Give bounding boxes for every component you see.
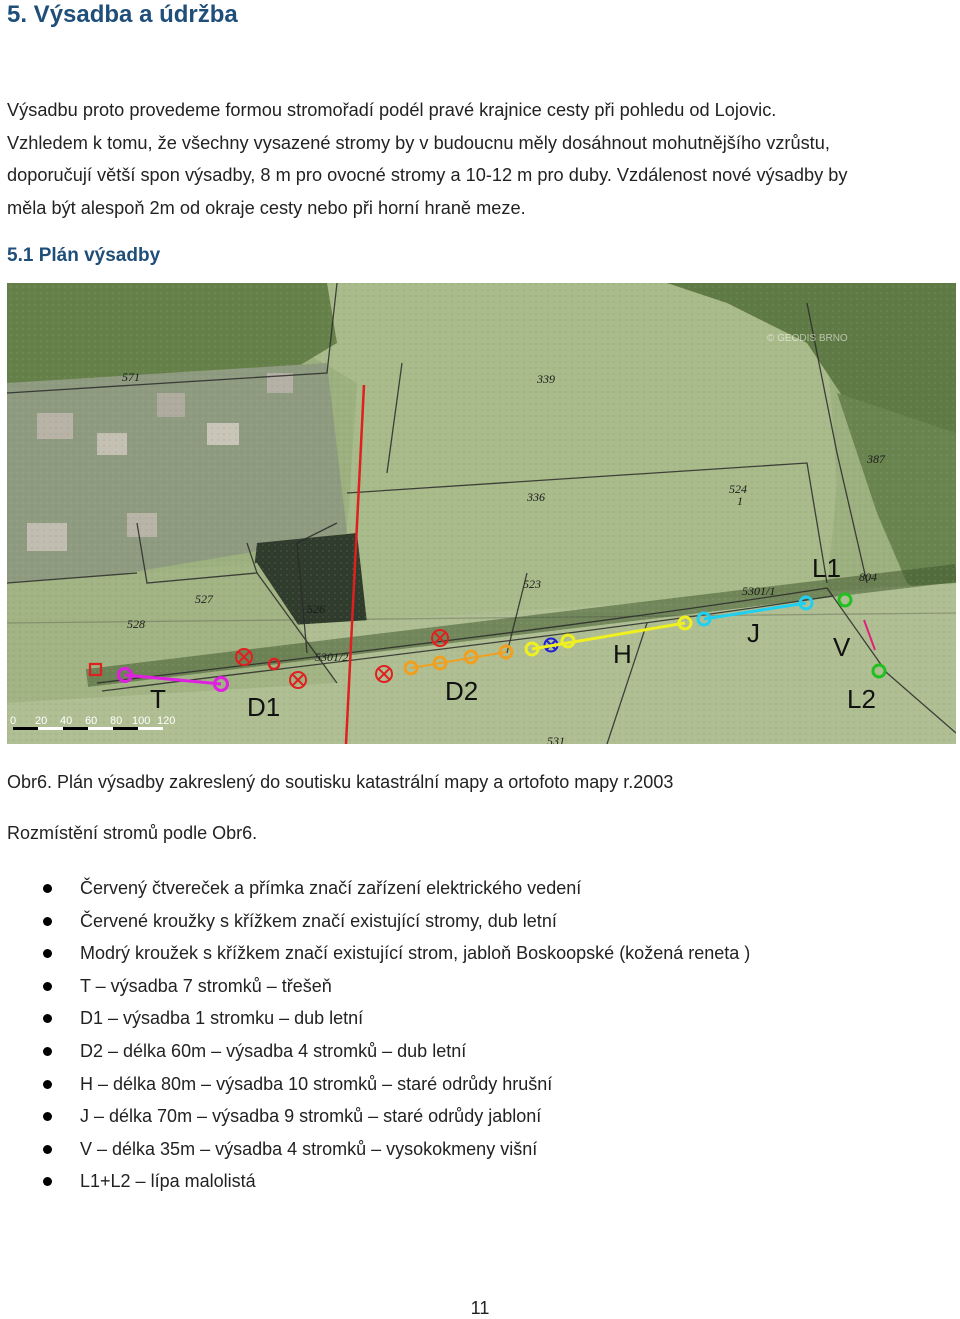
bullet-icon <box>43 1145 52 1154</box>
figure-caption: Obr6. Plán výsadby zakreslený do soutisku katastrální mapy a ortofoto mapy r.2003 <box>7 772 674 792</box>
list-item <box>0 1035 750 1068</box>
parcel-number: 1 <box>737 494 743 508</box>
parcel-number: 524 <box>729 482 747 496</box>
scale-tick-label: 40 <box>60 715 73 727</box>
bullet-icon <box>43 949 52 958</box>
list-item <box>0 937 750 970</box>
parcel-number: 5301/2 <box>315 650 349 664</box>
bullet-icon <box>43 982 52 991</box>
scale-tick-label: 20 <box>35 715 48 727</box>
intro-line: Vzhledem k tomu, že všechny vysazené stromy by v budoucnu měly dosáhnout mohutnějšího vzrůstu, <box>7 132 830 153</box>
list-item <box>0 1133 750 1166</box>
parcel-number: 5301/1 <box>742 584 776 598</box>
bullet-icon <box>43 884 52 893</box>
map-image <box>7 283 956 744</box>
scale-tick-label: 120 <box>157 715 176 727</box>
list-item <box>0 970 750 1003</box>
parcel-number: 526 <box>307 602 325 616</box>
map-label-d1: D1 <box>247 692 281 722</box>
page-number: 11 <box>470 1298 490 1318</box>
bullet-icon <box>43 1014 52 1023</box>
map-label-h: H <box>613 639 632 669</box>
subsection-heading: 5.1 Plán výsadby <box>7 245 161 266</box>
parcel-number: 387 <box>867 452 885 466</box>
bullet-icon <box>43 1112 52 1121</box>
intro-line: Výsadbu proto provedeme formou stromořadí podél pravé krajnice cesty při pohledu od Lojovic. <box>7 100 777 120</box>
list-item <box>0 1002 750 1035</box>
list-item-text: V – délka 35m – výsadba 4 stromků – vysokokmeny višní <box>80 1138 538 1159</box>
bullet-icon <box>43 1047 52 1056</box>
list-item-text: Modrý kroužek s křížkem značí existující strom, jabloň Boskoopské (kožená reneta ) <box>80 943 751 964</box>
parcel-number: 523 <box>523 577 541 591</box>
map-label-j: J <box>747 618 760 648</box>
intro-paragraph <box>7 94 953 224</box>
list-item-text: D2 – délka 60m – výsadba 4 stromků – dub letní <box>80 1040 467 1061</box>
parcel-number: 339 <box>537 372 555 386</box>
scale-tick-label: 80 <box>110 715 123 727</box>
map-label-v: V <box>833 632 851 662</box>
list-item <box>0 1100 750 1133</box>
parcel-number: 571 <box>122 370 140 384</box>
parcel-number: 527 <box>195 592 213 606</box>
parcel-number: 804 <box>859 570 877 584</box>
list-item-text: T – výsadba 7 stromků – třešeň <box>80 975 332 996</box>
list-item <box>0 1165 750 1198</box>
list-item <box>0 905 750 938</box>
list-item-text: Červené kroužky s křížkem značí existující stromy, dub letní <box>80 910 557 931</box>
parcel-number: 531 <box>547 734 565 744</box>
tree-layout-heading: Rozmístění stromů podle Obr6. <box>7 823 258 843</box>
list-item <box>0 1068 750 1101</box>
scale-tick-label: 0 <box>10 715 17 727</box>
map-label-t: T <box>150 684 166 714</box>
map-label-l2: L2 <box>847 684 876 714</box>
list-item <box>0 872 750 905</box>
list-item-text: D1 – výsadba 1 stromku – dub letní <box>80 1008 364 1029</box>
list-item-text: L1+L2 – lípa malolistá <box>80 1171 256 1192</box>
intro-line: doporučují větší spon výsadby, 8 m pro ovocné stromy a 10-12 m pro duby. Vzdálenost nové výsadby by <box>7 165 848 185</box>
scale-tick-label: 60 <box>85 715 98 727</box>
map-label-d2: D2 <box>445 676 479 706</box>
scale-tick-label: 100 <box>132 715 151 727</box>
bullet-icon <box>43 1080 52 1089</box>
list-item-text: H – délka 80m – výsadba 10 stromků – staré odrůdy hrušní <box>80 1073 553 1094</box>
intro-line: měla být alespoň 2m od okraje cesty nebo při horní hraně meze. <box>7 197 526 218</box>
planting-plan-map <box>7 283 956 744</box>
map-watermark: © GEODIS BRNO <box>767 333 848 344</box>
section-heading: 5. Výsadba a údržba <box>7 1 238 28</box>
bullet-icon <box>43 1177 52 1186</box>
list-item-text: Červený čtvereček a přímka značí zařízení elektrického vedení <box>80 878 582 898</box>
legend-list <box>0 872 750 1198</box>
list-item-text: J – délka 70m – výsadba 9 stromků – staré odrůdy jabloní <box>80 1106 542 1127</box>
parcel-number: 336 <box>527 490 545 504</box>
map-label-l1: L1 <box>812 553 841 583</box>
parcel-number: 528 <box>127 617 145 631</box>
bullet-icon <box>43 917 52 926</box>
